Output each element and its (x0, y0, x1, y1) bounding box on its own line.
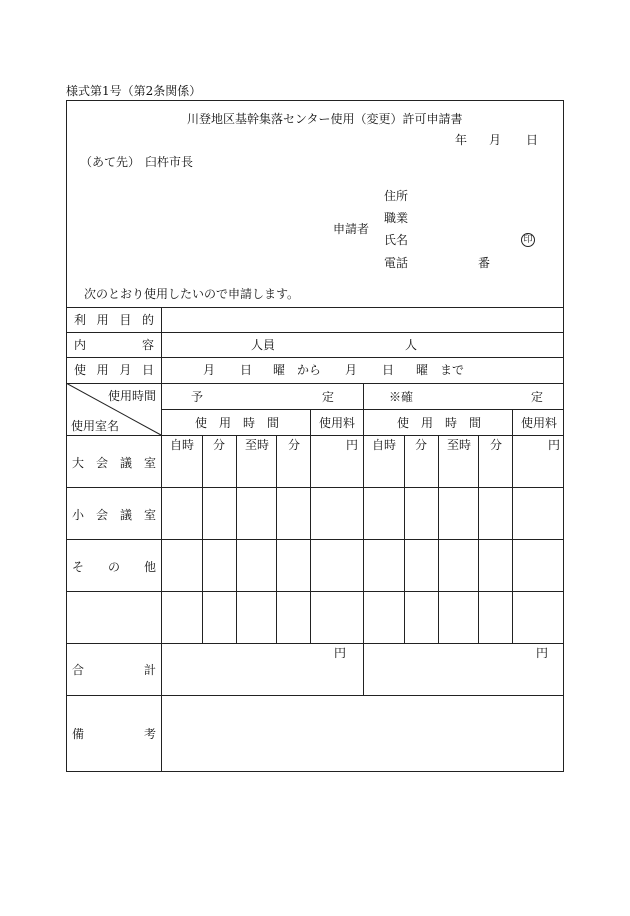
addressee-name: 臼杵市長 (145, 155, 194, 169)
usage-time-planned: 使 用 時 間 (195, 416, 279, 430)
end-hour-planned: 至時 (245, 438, 270, 452)
row-line-total-bottom (66, 695, 564, 696)
date-year-label: 年 (455, 133, 468, 147)
yen-confirmed: 円 (548, 438, 561, 452)
date-month2: 月 (345, 363, 358, 377)
date-day1: 日 (240, 363, 253, 377)
row-line-blank-bottom (66, 643, 564, 644)
start-minute-confirmed: 分 (415, 438, 428, 452)
addressee-label: （あて先） (80, 155, 141, 169)
form-title: 川登地区基幹集落センター使用（変更）許可申請書 (187, 112, 463, 126)
date-dow2: 曜 (416, 363, 429, 377)
col-line-b1 (404, 435, 405, 643)
usage-time-confirmed: 使 用 時 間 (397, 416, 481, 430)
col-line-label (161, 307, 162, 772)
confirmed-right: 定 (531, 390, 544, 404)
col-line-a2 (236, 435, 237, 643)
fee-confirmed-header: 使用料 (521, 416, 558, 430)
room-small: 小 会 議 室 (72, 508, 156, 522)
person-unit: 人 (405, 338, 418, 352)
row-line-small-room-bottom (66, 539, 564, 540)
col-line-a3 (276, 435, 277, 643)
col-line-fee-planned (310, 409, 311, 643)
room-large: 大 会 議 室 (72, 456, 156, 470)
intro-text: 次のとおり使用したいので申請します。 (84, 287, 300, 301)
room-other: そ の 他 (72, 560, 156, 574)
total-label: 合 計 (72, 663, 156, 677)
fee-planned-header: 使用料 (319, 416, 356, 430)
applicant-phone-label: 電話 (384, 256, 409, 270)
row-line-dates-top (66, 357, 564, 358)
col-line-b2 (438, 435, 439, 643)
start-hour-confirmed: 自時 (372, 438, 397, 452)
planned-left: 予 (191, 390, 204, 404)
remarks-label: 備 考 (72, 727, 156, 741)
room-header: 使用室名 (71, 419, 120, 433)
total-yen-confirmed: 円 (536, 646, 549, 660)
form-number: 様式第1号（第2条関係） (66, 84, 202, 98)
date-until: まで (440, 363, 465, 377)
col-line-a1 (202, 435, 203, 643)
time-header: 使用時間 (108, 389, 157, 403)
phone-number-suffix: 番 (478, 256, 491, 270)
start-hour-planned: 自時 (170, 438, 195, 452)
purpose-label: 利 用 目 的 (74, 313, 154, 327)
end-hour-confirmed: 至時 (447, 438, 472, 452)
applicant-label: 申請者 (333, 222, 370, 236)
row-line-purpose-top (66, 307, 564, 308)
date-month1: 月 (203, 363, 216, 377)
col-line-half (363, 383, 364, 695)
date-day-label: 日 (526, 133, 539, 147)
row-line-large-room-bottom (66, 487, 564, 488)
col-line-fee-confirmed (512, 409, 513, 643)
date-from: から (297, 363, 322, 377)
applicant-name-label: 氏名 (384, 233, 409, 247)
total-yen-planned: 円 (334, 646, 347, 660)
date-day2: 日 (382, 363, 395, 377)
date-month-label: 月 (489, 133, 502, 147)
applicant-address-label: 住所 (384, 189, 409, 203)
seal-mark: 印 (521, 233, 535, 247)
date-dow1: 曜 (273, 363, 286, 377)
end-minute-confirmed: 分 (490, 438, 503, 452)
row-line-content-top (66, 332, 564, 333)
row-line-other-bottom (66, 591, 564, 592)
content-label: 内 容 (74, 338, 154, 352)
yen-planned: 円 (346, 438, 359, 452)
start-minute-planned: 分 (213, 438, 226, 452)
confirmed-left: ※確 (389, 390, 414, 404)
people-label: 人員 (251, 338, 276, 352)
col-line-b3 (478, 435, 479, 643)
applicant-occupation-label: 職業 (384, 211, 409, 225)
dates-label: 使 用 月 日 (74, 363, 154, 377)
planned-right: 定 (322, 390, 335, 404)
end-minute-planned: 分 (288, 438, 301, 452)
